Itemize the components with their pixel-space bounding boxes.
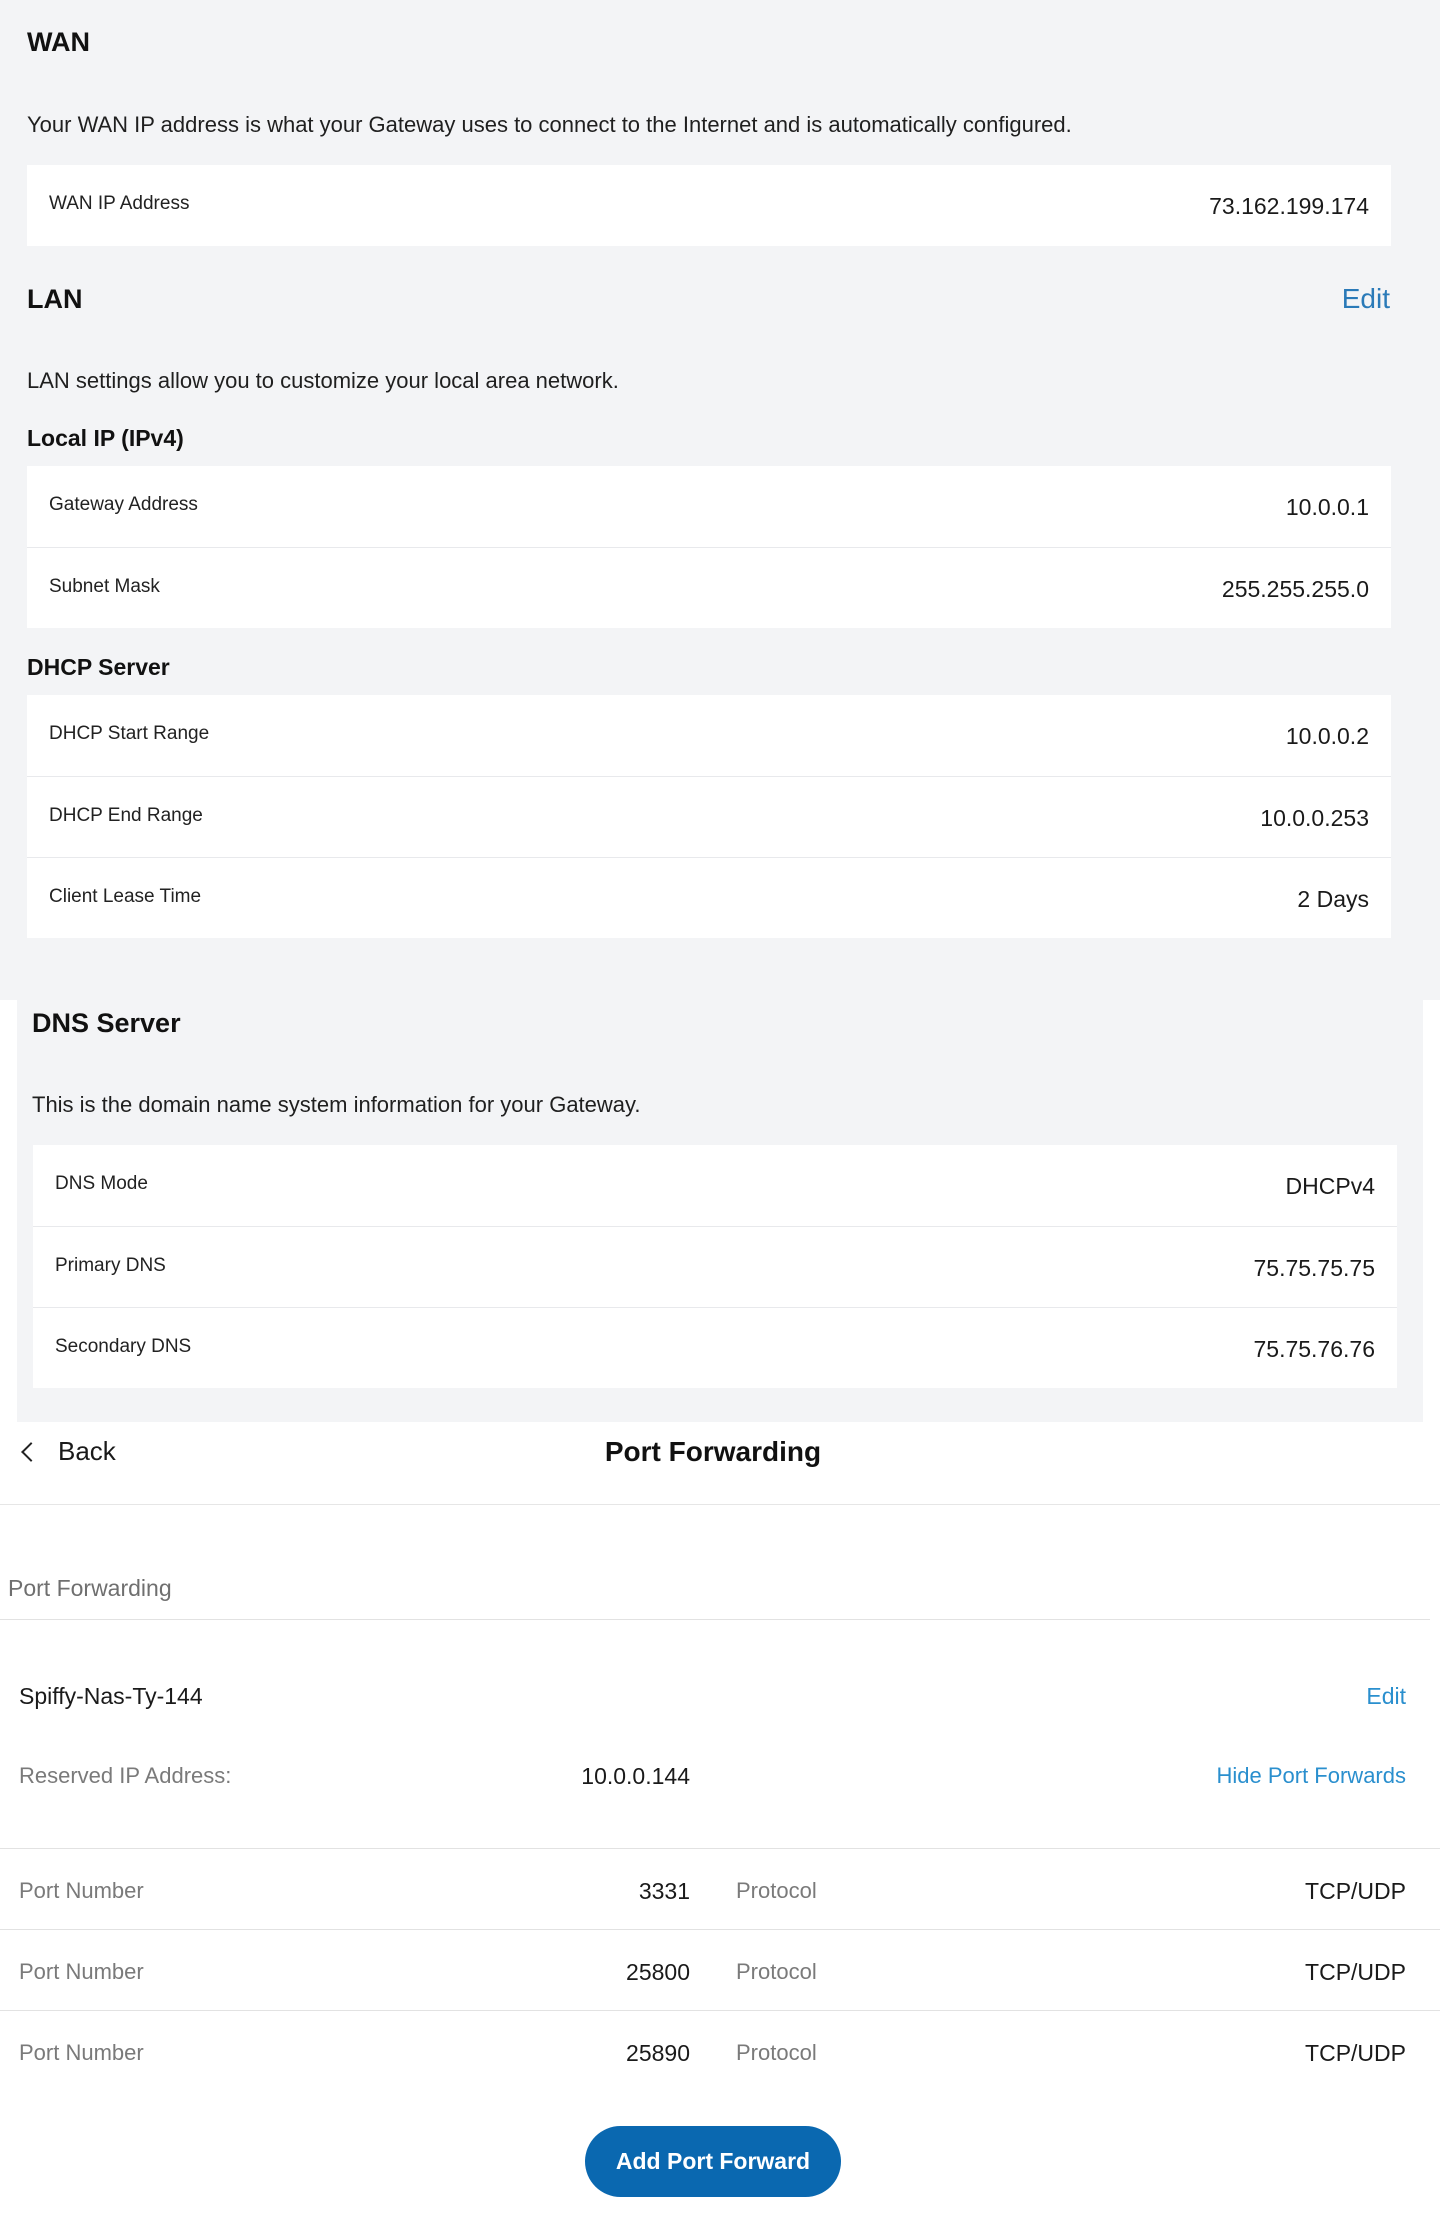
port-number-value: 25890 — [626, 2040, 690, 2066]
dhcp-title: DHCP Server — [27, 654, 170, 680]
dns-title: DNS Server — [32, 1008, 181, 1038]
protocol-label: Protocol — [736, 1878, 817, 1903]
lease-time-value: 2 Days — [1297, 886, 1369, 912]
device-name: Spiffy-Nas-Ty-144 — [19, 1683, 203, 1709]
port-number-label: Port Number — [19, 1878, 144, 1903]
dhcp-end-value: 10.0.0.253 — [1260, 805, 1369, 831]
wan-title: WAN — [27, 27, 90, 57]
protocol-value: TCP/UDP — [1305, 2040, 1406, 2066]
lan-title: LAN — [27, 284, 83, 314]
section-divider — [0, 1619, 1430, 1620]
dhcp-end-label: DHCP End Range — [49, 805, 203, 826]
lease-time-label: Client Lease Time — [49, 886, 202, 907]
wan-card — [27, 165, 1391, 246]
subnet-mask-value: 255.255.255.0 — [1221, 576, 1369, 602]
reserved-ip-label: Reserved IP Address: — [19, 1763, 232, 1788]
gateway-address-value: 10.0.0.1 — [1285, 494, 1369, 520]
dns-mode-row — [33, 1145, 1397, 1226]
secondary-dns-value: 75.75.76.76 — [1253, 1336, 1375, 1362]
dns-mode-label: DNS Mode — [55, 1173, 148, 1194]
lan-edit-link[interactable]: Edit — [1341, 283, 1390, 314]
dhcp-card — [27, 695, 1391, 938]
device-edit-link[interactable]: Edit — [1366, 1683, 1406, 1709]
dns-card — [33, 1145, 1397, 1388]
dhcp-start-label: DHCP Start Range — [49, 723, 210, 744]
ports-divider-top — [0, 1848, 1440, 1849]
port-number-value: 25800 — [626, 1959, 690, 1985]
page-title: Port Forwarding — [604, 1436, 822, 1467]
port-forwarding-section-label: Port Forwarding — [8, 1575, 172, 1601]
port-number-label: Port Number — [19, 2040, 144, 2065]
secondary-dns-row — [33, 1307, 1397, 1388]
wan-ip-value: 73.162.199.174 — [1209, 193, 1369, 219]
wan-description: Your WAN IP address is what your Gateway uses to connect to the Internet and is automatically configured. — [27, 112, 1072, 137]
protocol-value: TCP/UDP — [1305, 1878, 1406, 1904]
lan-description: LAN settings allow you to customize your local area network. — [27, 368, 619, 393]
port-forwarding-header — [0, 1422, 1440, 1505]
hide-port-forwards-link[interactable]: Hide Port Forwards — [1216, 1763, 1406, 1788]
subnet-mask-label: Subnet Mask — [49, 576, 160, 597]
wan-ip-label: WAN IP Address — [49, 193, 190, 214]
back-label: Back — [58, 1436, 116, 1466]
wan-ip-row — [27, 165, 1391, 246]
dhcp-start-row — [27, 695, 1391, 776]
port-row-divider — [0, 2010, 1440, 2011]
primary-dns-row — [33, 1226, 1397, 1307]
primary-dns-label: Primary DNS — [55, 1255, 166, 1276]
secondary-dns-label: Secondary DNS — [55, 1336, 192, 1357]
primary-dns-value: 75.75.75.75 — [1253, 1255, 1375, 1281]
subnet-mask-row — [27, 547, 1391, 628]
protocol-value: TCP/UDP — [1305, 1959, 1406, 1985]
add-port-forward-button[interactable]: Add Port Forward — [585, 2126, 841, 2197]
dhcp-start-value: 10.0.0.2 — [1285, 723, 1369, 749]
dhcp-end-row — [27, 776, 1391, 857]
reserved-ip-value: 10.0.0.144 — [581, 1763, 690, 1789]
port-row-divider — [0, 1929, 1440, 1930]
gateway-address-label: Gateway Address — [49, 494, 198, 515]
protocol-label: Protocol — [736, 2040, 817, 2065]
protocol-label: Protocol — [736, 1959, 817, 1984]
port-number-label: Port Number — [19, 1959, 144, 1984]
dns-description: This is the domain name system information for your Gateway. — [32, 1092, 641, 1117]
local-ip-title: Local IP (IPv4) — [27, 425, 184, 451]
lease-time-row — [27, 857, 1391, 938]
gateway-address-row — [27, 466, 1391, 547]
port-number-value: 3331 — [638, 1878, 690, 1904]
dns-mode-value: DHCPv4 — [1285, 1173, 1375, 1199]
local-ip-card — [27, 466, 1391, 628]
